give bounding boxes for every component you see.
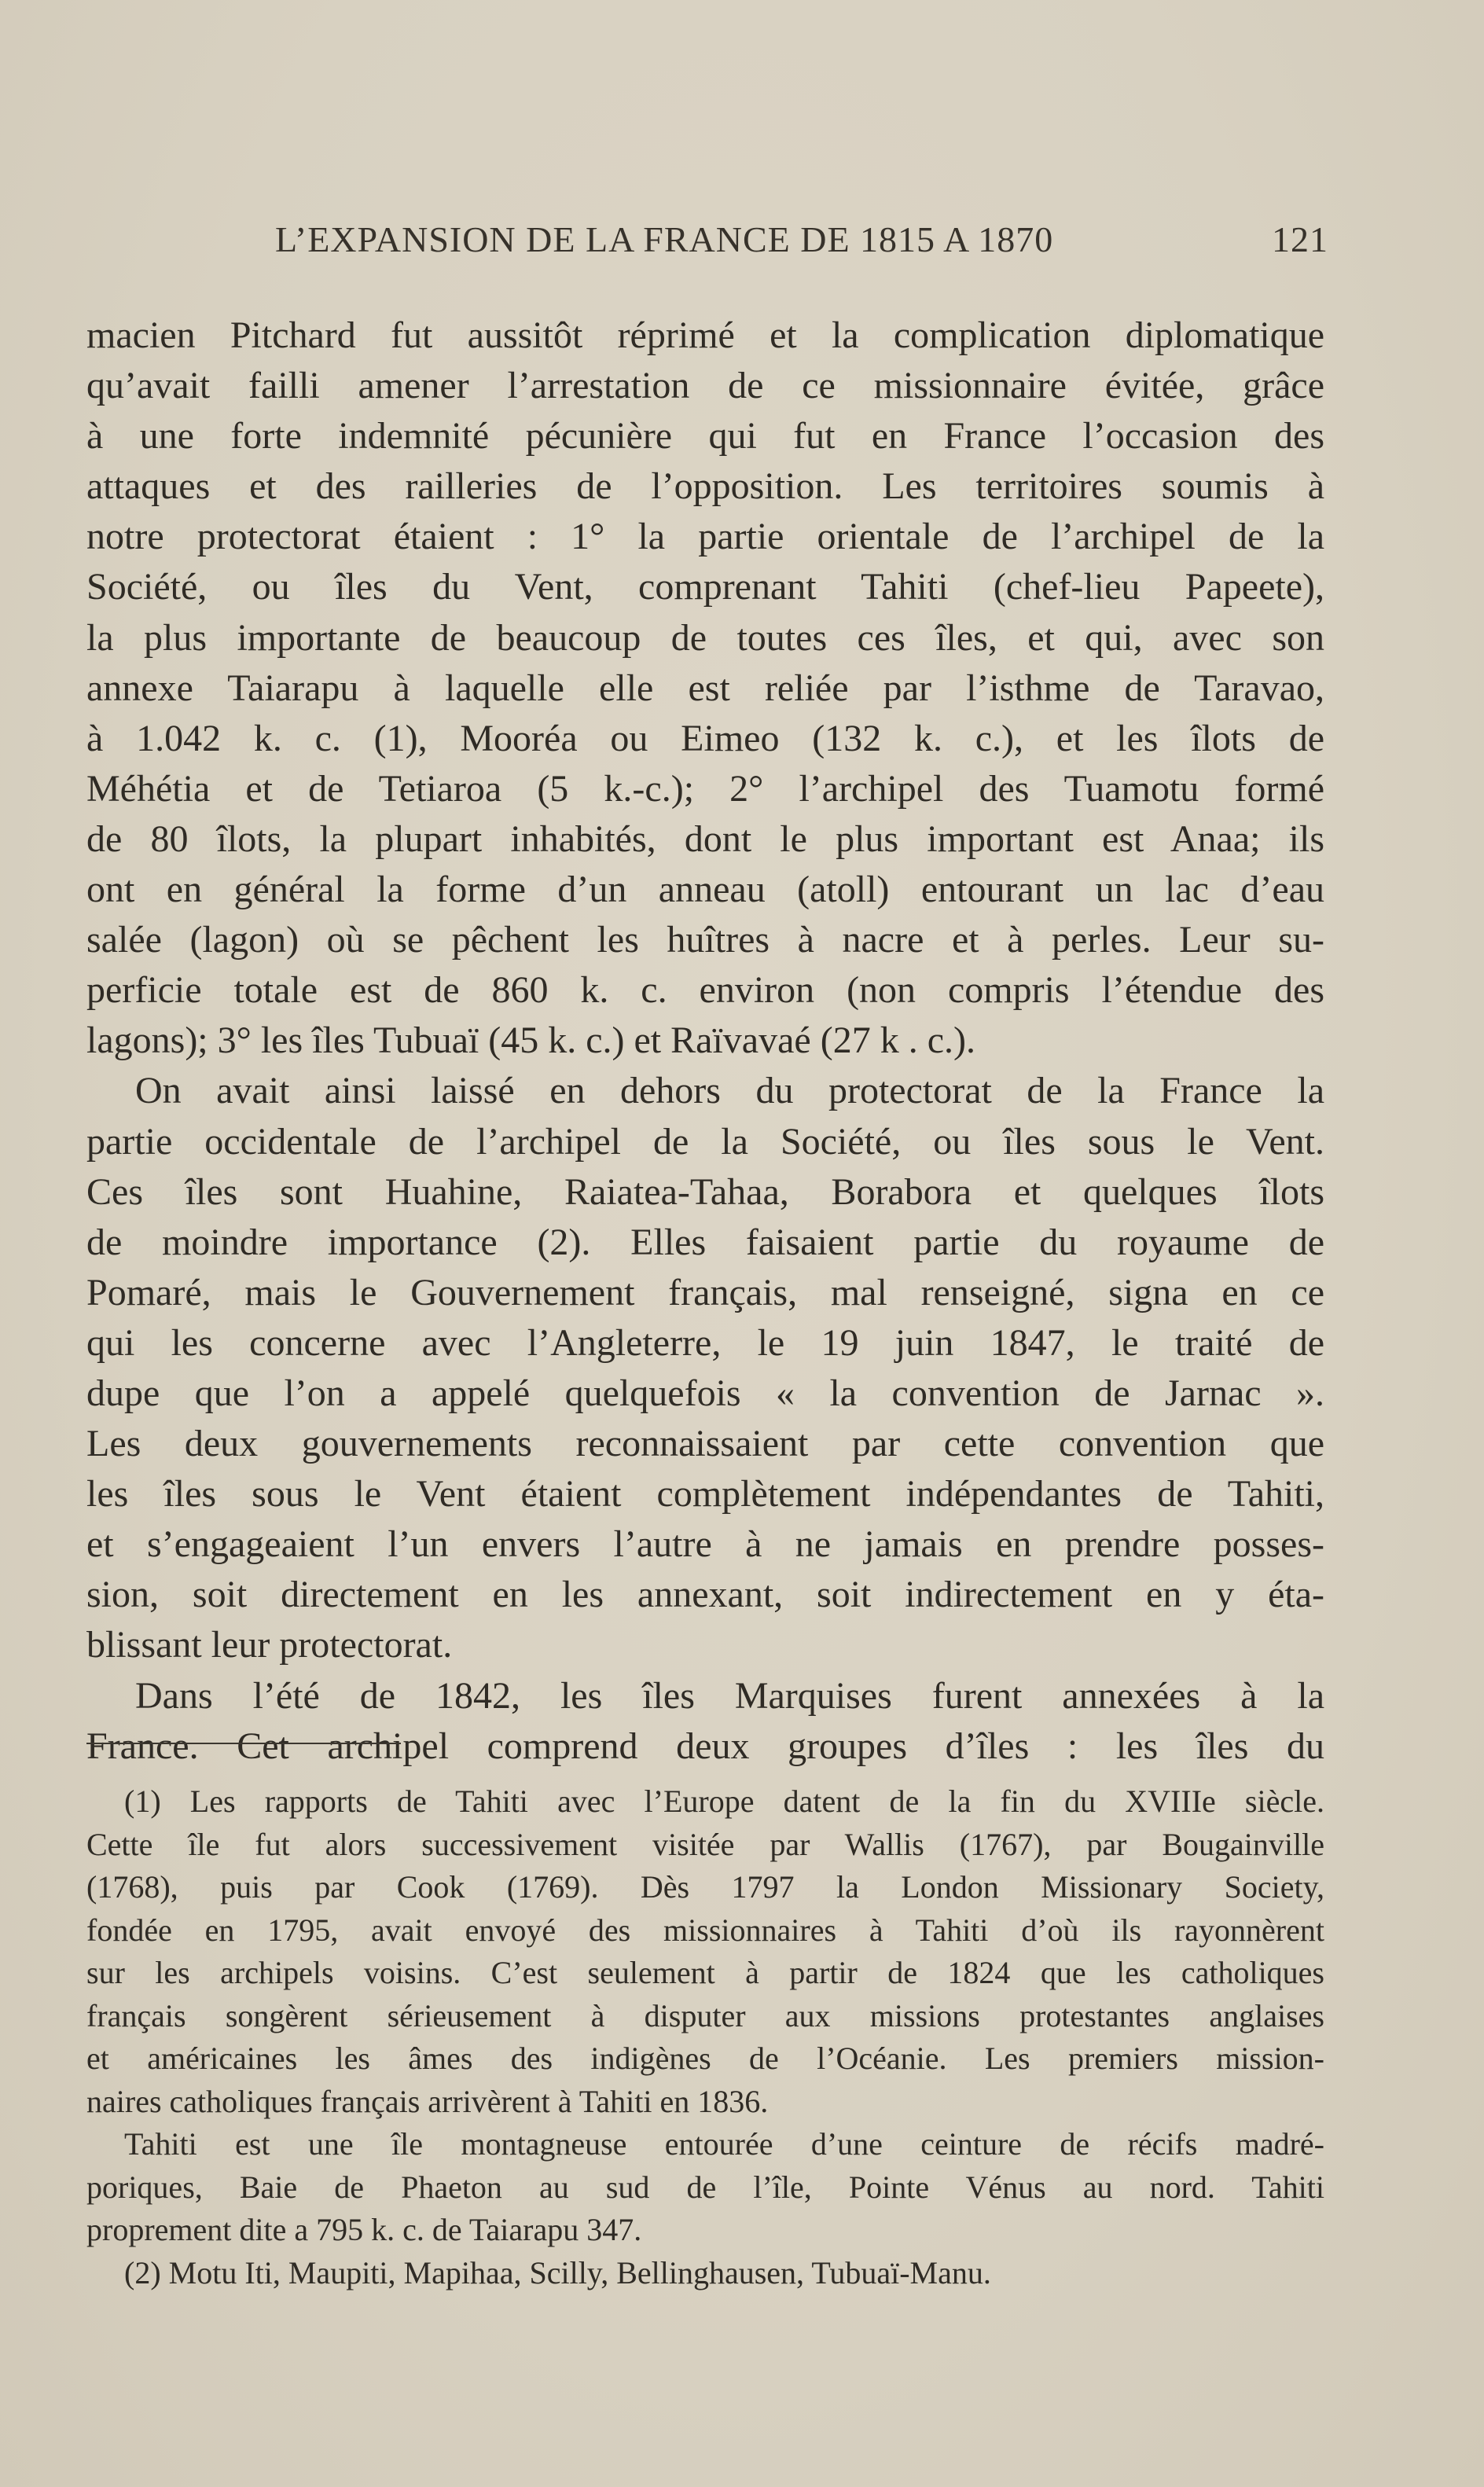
body-line: les îles sous le Vent étaient complètement indépendantes de Tahiti, — [86, 1473, 1324, 1515]
body-line: lagons); 3° les îles Tubuaï (45 k. c.) et Raïvavaé (27 k . c.). — [86, 1019, 975, 1062]
body-line: qui les concerne avec l’Angleterre, le 19 juin 1847, le traité de — [86, 1321, 1324, 1364]
body-line: notre protectorat étaient : 1° la partie orientale de l’archipel de la — [86, 516, 1324, 558]
footnote-divider — [86, 1743, 401, 1744]
footnote-line: naires catholiques français arrivèrent à Tahiti en 1836. — [86, 2083, 769, 2119]
body-line: Pomaré, mais le Gouvernement français, mal renseigné, signa en ce — [86, 1271, 1324, 1313]
body-line: France. Cet archipel comprend deux groupes d’îles : les îles du — [86, 1725, 1324, 1767]
footnote-line: Cette île fut alors successivement visitée par Wallis (1767), par Bougainville — [86, 1826, 1324, 1862]
body-line: Société, ou îles du Vent, comprenant Tahiti (chef-lieu Papeete), — [86, 566, 1324, 608]
footnote-line: (1768), puis par Cook (1769). Dès 1797 la London Missionary Society, — [86, 1869, 1324, 1905]
body-line: salée (lagon) où se pêchent les huîtres à nacre et à perles. Leur su- — [86, 919, 1324, 961]
footnote-line: fondée en 1795, avait envoyé des missionnaires à Tahiti d’où ils rayonnèrent — [86, 1912, 1324, 1948]
footnote-line: (1) Les rapports de Tahiti avec l’Europe datent de la fin du XVIIIe siècle. — [124, 1784, 1324, 1819]
body-line: à 1.042 k. c. (1), Mooréa ou Eimeo (132 k. c.), et les îlots de — [86, 717, 1324, 759]
body-line: de moindre importance (2). Elles faisaient partie du royaume de — [86, 1221, 1324, 1263]
body-line: Ces îles sont Huahine, Raiatea-Tahaa, Borabora et quelques îlots — [86, 1170, 1324, 1213]
body-line: attaques et des railleries de l’opposition. Les territoires soumis à — [86, 465, 1324, 508]
body-line: macien Pitchard fut aussitôt réprimé et la complication diplomatique — [86, 314, 1324, 356]
footnote-line: proprement dite a 795 k. c. de Taiarapu 347. — [86, 2212, 642, 2247]
body-line: Méhétia et de Tetiaroa (5 k.-c.); 2° l’archipel des Tuamotu formé — [86, 767, 1324, 810]
body-line: de 80 îlots, la plupart inhabités, dont le plus important est Anaa; ils — [86, 817, 1324, 860]
running-head — [275, 219, 1328, 266]
body-line: sion, soit directement en les annexant, soit indirectement en y éta- — [86, 1574, 1324, 1616]
body-line: Dans l’été de 1842, les îles Marquises furent annexées à la — [135, 1674, 1324, 1717]
body-line: perficie totale est de 860 k. c. environ (non compris l’étendue des — [86, 969, 1324, 1012]
footnote-line: et américaines les âmes des indigènes de l’Océanie. Les premiers mission- — [86, 2041, 1324, 2076]
body-line: la plus importante de beaucoup de toutes ces îles, et qui, avec son — [86, 616, 1324, 659]
body-line: et s’engageaient l’un envers l’autre à ne jamais en prendre posses- — [86, 1523, 1324, 1566]
footnote-line: sur les archipels voisins. C’est seulement à partir de 1824 que les catholiques — [86, 1955, 1324, 1990]
body-line: Les deux gouvernements reconnaissaient par cette convention que — [86, 1423, 1324, 1465]
running-title: L’EXPANSION DE LA FRANCE DE 1815 A 1870 — [275, 219, 1054, 259]
footnotes — [86, 1780, 1324, 2294]
footnote-line: (2) Motu Iti, Maupiti, Mapihaa, Scilly, Bellinghausen, Tubuaï-Manu. — [124, 2254, 991, 2290]
footnote-line: poriques, Baie de Phaeton au sud de l’île, Pointe Vénus au nord. Tahiti — [86, 2169, 1324, 2205]
footnote-line: Tahiti est une île montagneuse entourée d’une ceinture de récifs madré- — [124, 2126, 1324, 2162]
page-number: 121 — [1272, 219, 1328, 259]
body-line: ont en général la forme d’un anneau (atoll) entourant un lac d’eau — [86, 869, 1324, 911]
body-line: blissant leur protectorat. — [86, 1624, 453, 1666]
body-line: qu’avait failli amener l’arrestation de ce missionnaire évitée, grâce — [86, 365, 1324, 407]
body-line: On avait ainsi laissé en dehors du protectorat de la France la — [135, 1070, 1324, 1112]
body-line: à une forte indemnité pécunière qui fut en France l’occasion des — [86, 415, 1324, 457]
body-line: dupe que l’on a appelé quelquefois « la convention de Jarnac ». — [86, 1372, 1324, 1414]
body-line: partie occidentale de l’archipel de la Société, ou îles sous le Vent. — [86, 1120, 1324, 1163]
footnote-line: français songèrent sérieusement à disputer aux missions protestantes anglaises — [86, 1997, 1324, 2033]
body-line: annexe Taiarapu à laquelle elle est reliée par l’isthme de Taravao, — [86, 667, 1324, 709]
body-text — [86, 310, 1324, 1772]
